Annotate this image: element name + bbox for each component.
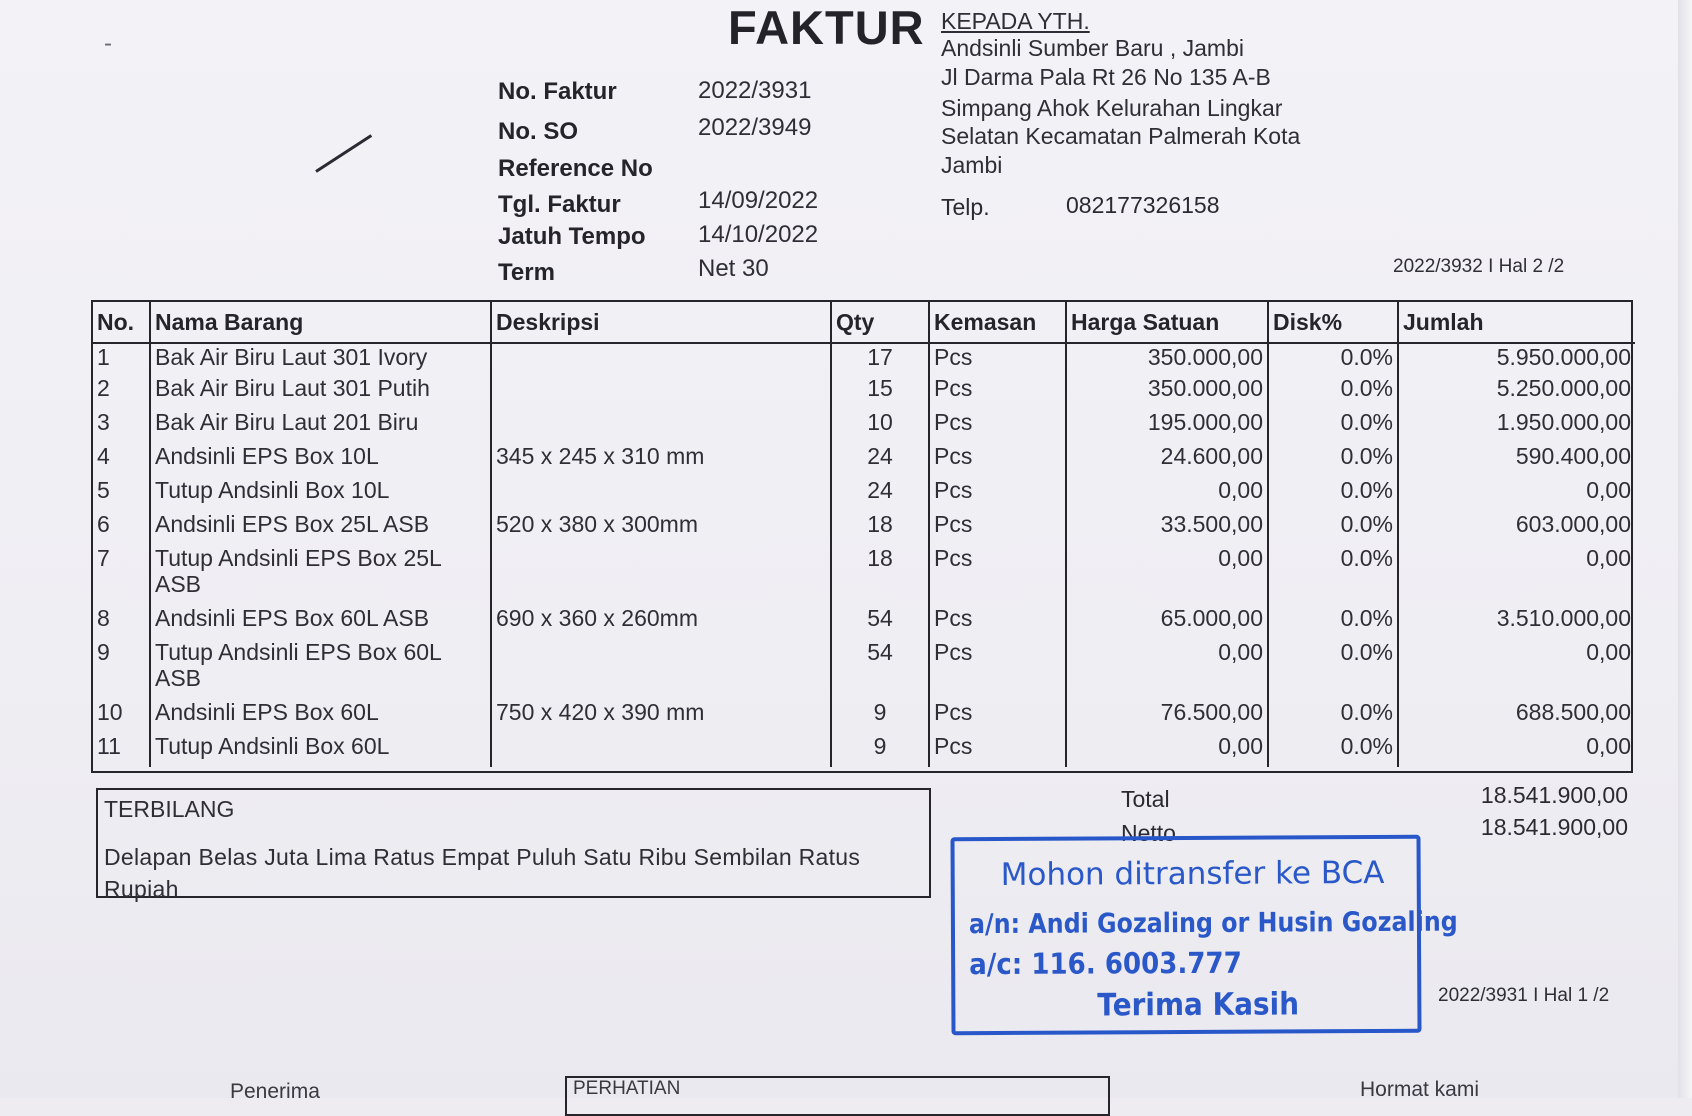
cell-deskripsi [491,545,831,605]
meta-value: 2022/3949 [698,114,812,141]
cell-kemasan: Pcs [929,699,1066,733]
document-title: FAKTUR [728,1,925,54]
page-reference-bottom: 2022/3931 I Hal 1 /2 [1438,985,1610,1006]
table-row [93,477,1635,511]
cell-disk: 0.0% [1268,443,1398,477]
cell-jumlah: 3.510.000,00 [1496,605,1631,631]
perhatian-label: PERHATIAN [573,1078,681,1099]
cell-qty: 18 [831,511,929,545]
cell-deskripsi: 690 x 360 x 260mm [491,605,831,639]
cell-harga-satuan: 0,00 [1066,477,1268,511]
page-reference-top: 2022/3932 I Hal 2 /2 [1393,256,1565,277]
meta-label: No. SO [498,118,579,145]
cell-deskripsi [491,639,831,699]
cell-qty: 18 [831,545,929,605]
terbilang-box [96,788,931,902]
cell-disk: 0.0% [1268,409,1398,443]
cell-qty: 9 [831,699,929,733]
cell-kemasan: Pcs [929,605,1066,639]
column-header: Deskripsi [491,302,831,343]
meta-value: 14/09/2022 [698,187,819,214]
recipient-line: Selatan Kecamatan Palmerah Kota [941,123,1301,149]
cell-harga-satuan: 24.600,00 [1066,443,1268,477]
netto-label: Netto [1121,820,1176,846]
cell-deskripsi [491,409,831,443]
cell-nama-barang: Tutup Andsinli Box 60L [150,733,491,767]
cell-kemasan: Pcs [929,409,1066,443]
cell-harga-satuan: 0,00 [1066,545,1268,605]
stamp-line: Mohon ditransfer ke BCA [1000,854,1385,893]
cell-deskripsi [491,375,831,409]
column-header: Nama Barang [150,302,491,343]
stamp-line: a/n: Andi Gozaling or Husin Gozaling [968,906,1458,941]
column-header: No. [93,302,150,343]
recipient-line: Simpang Ahok Kelurahan Lingkar [941,95,1283,121]
cell-nama-barang: Tutup Andsinli EPS Box 25L ASB [150,545,491,605]
cell-qty: 15 [831,375,929,409]
cell-nama-barang: Tutup Andsinli Box 10L [150,477,491,511]
cell-kemasan: Pcs [929,545,1066,605]
cell-kemasan: Pcs [929,733,1066,767]
telp-label: Telp. [941,194,990,220]
hormat-label: Hormat kami [1360,1078,1480,1101]
cell-nama-barang: Tutup Andsinli EPS Box 60L ASB [150,639,491,699]
cell-qty: 9 [831,733,929,767]
table-row [93,545,1635,605]
meta-label: Tgl. Faktur [498,191,621,218]
cell-kemasan: Pcs [929,477,1066,511]
cell-harga-satuan: 0,00 [1066,733,1268,767]
recipient-line: Andsinli Sumber Baru , Jambi [941,35,1244,61]
table-row [93,409,1635,443]
cell-nama-barang: Andsinli EPS Box 60L ASB [150,605,491,639]
cell-no: 5 [93,477,150,511]
cell-disk: 0.0% [1268,511,1398,545]
cell-harga-satuan: 350.000,00 [1066,375,1268,409]
cell-nama-barang: Andsinli EPS Box 25L ASB [150,511,491,545]
column-header: Harga Satuan [1066,302,1268,343]
cell-disk: 0.0% [1268,699,1398,733]
cell-disk: 0.0% [1268,605,1398,639]
cell-qty: 54 [831,605,929,639]
cell-jumlah: 688.500,00 [1515,699,1631,725]
table-row [93,699,1635,733]
scan-mark: - [104,30,112,57]
cell-no: 8 [93,605,150,639]
recipient-line: Jambi [941,152,1003,178]
cell-qty: 10 [831,409,929,443]
meta-value: 2022/3931 [698,77,812,104]
meta-label: Reference No [498,155,653,182]
cell-harga-satuan: 76.500,00 [1066,699,1268,733]
total-label: Total [1121,786,1170,812]
bank-transfer-stamp [950,835,1458,1035]
cell-qty: 24 [831,443,929,477]
items-table [91,300,1633,773]
stamp-line: Terima Kasih [1097,986,1300,1024]
netto-value: 18.541.900,00 [1480,814,1628,840]
meta-label: Jatuh Tempo [498,223,646,250]
cell-disk: 0.0% [1268,343,1398,375]
cell-jumlah: 5.250.000,00 [1496,375,1631,401]
cell-disk: 0.0% [1268,545,1398,605]
pen-stroke [315,134,372,172]
recipient-heading: KEPADA YTH. [941,8,1090,34]
cell-jumlah: 0,00 [1586,545,1631,571]
meta-label: Term [498,259,555,286]
cell-no: 1 [93,343,150,375]
table-row [93,511,1635,545]
cell-jumlah: 1.950.000,00 [1496,409,1631,435]
column-header: Jumlah [1398,302,1635,343]
cell-jumlah: 590.400,00 [1515,443,1631,469]
table-row [93,733,1635,767]
cell-jumlah: 5.950.000,00 [1496,344,1631,370]
cell-jumlah: 603.000,00 [1515,511,1631,537]
cell-kemasan: Pcs [929,639,1066,699]
paper-edge [1678,0,1692,1098]
cell-nama-barang: Andsinli EPS Box 10L [150,443,491,477]
cell-harga-satuan: 195.000,00 [1066,409,1268,443]
meta-value: Net 30 [698,255,769,282]
cell-harga-satuan: 0,00 [1066,639,1268,699]
cell-deskripsi [491,343,831,375]
cell-kemasan: Pcs [929,443,1066,477]
column-header: Kemasan [929,302,1066,343]
meta-label: No. Faktur [498,78,617,105]
recipient-line: Jl Darma Pala Rt 26 No 135 A-B [941,64,1271,90]
cell-deskripsi: 345 x 245 x 310 mm [491,443,831,477]
cell-qty: 54 [831,639,929,699]
cell-nama-barang: Andsinli EPS Box 60L [150,699,491,733]
table-header-row [93,302,1635,343]
table-row [93,639,1635,699]
cell-no: 9 [93,639,150,699]
cell-kemasan: Pcs [929,375,1066,409]
cell-nama-barang: Bak Air Biru Laut 301 Ivory [150,343,491,375]
table-row [93,605,1635,639]
cell-nama-barang: Bak Air Biru Laut 201 Biru [150,409,491,443]
cell-deskripsi: 750 x 420 x 390 mm [491,699,831,733]
cell-disk: 0.0% [1268,639,1398,699]
cell-harga-satuan: 350.000,00 [1066,343,1268,375]
perhatian-box [565,1076,1110,1116]
penerima-label: Penerima [230,1080,320,1103]
cell-deskripsi: 520 x 380 x 300mm [491,511,831,545]
column-header: Qty [831,302,929,343]
cell-qty: 17 [831,343,929,375]
terbilang-label: TERBILANG [104,796,235,822]
table-row [93,375,1635,409]
cell-disk: 0.0% [1268,375,1398,409]
cell-no: 7 [93,545,150,605]
cell-nama-barang: Bak Air Biru Laut 301 Putih [150,375,491,409]
cell-kemasan: Pcs [929,511,1066,545]
cell-kemasan: Pcs [929,343,1066,375]
total-value: 18.541.900,00 [1480,782,1628,808]
cell-no: 4 [93,443,150,477]
cell-qty: 24 [831,477,929,511]
cell-disk: 0.0% [1268,733,1398,767]
cell-harga-satuan: 65.000,00 [1066,605,1268,639]
cell-deskripsi [491,477,831,511]
stamp-line: a/c: 116. 6003.777 [969,945,1242,982]
cell-jumlah: 0,00 [1586,733,1631,759]
column-header: Disk% [1268,302,1398,343]
table-row [93,343,1635,375]
cell-disk: 0.0% [1268,477,1398,511]
telp-value: 082177326158 [1066,192,1220,218]
cell-no: 6 [93,511,150,545]
terbilang-text: Delapan Belas Juta Lima Ratus Empat Puluh Satu Ribu Sembilan Ratus Rupiah [104,844,861,902]
cell-no: 11 [93,733,150,767]
meta-value: 14/10/2022 [698,221,819,248]
cell-no: 3 [93,409,150,443]
table-row [93,443,1635,477]
cell-harga-satuan: 33.500,00 [1066,511,1268,545]
cell-no: 10 [93,699,150,733]
cell-deskripsi [491,733,831,767]
cell-jumlah: 0,00 [1586,477,1631,503]
cell-no: 2 [93,375,150,409]
cell-jumlah: 0,00 [1586,639,1631,665]
